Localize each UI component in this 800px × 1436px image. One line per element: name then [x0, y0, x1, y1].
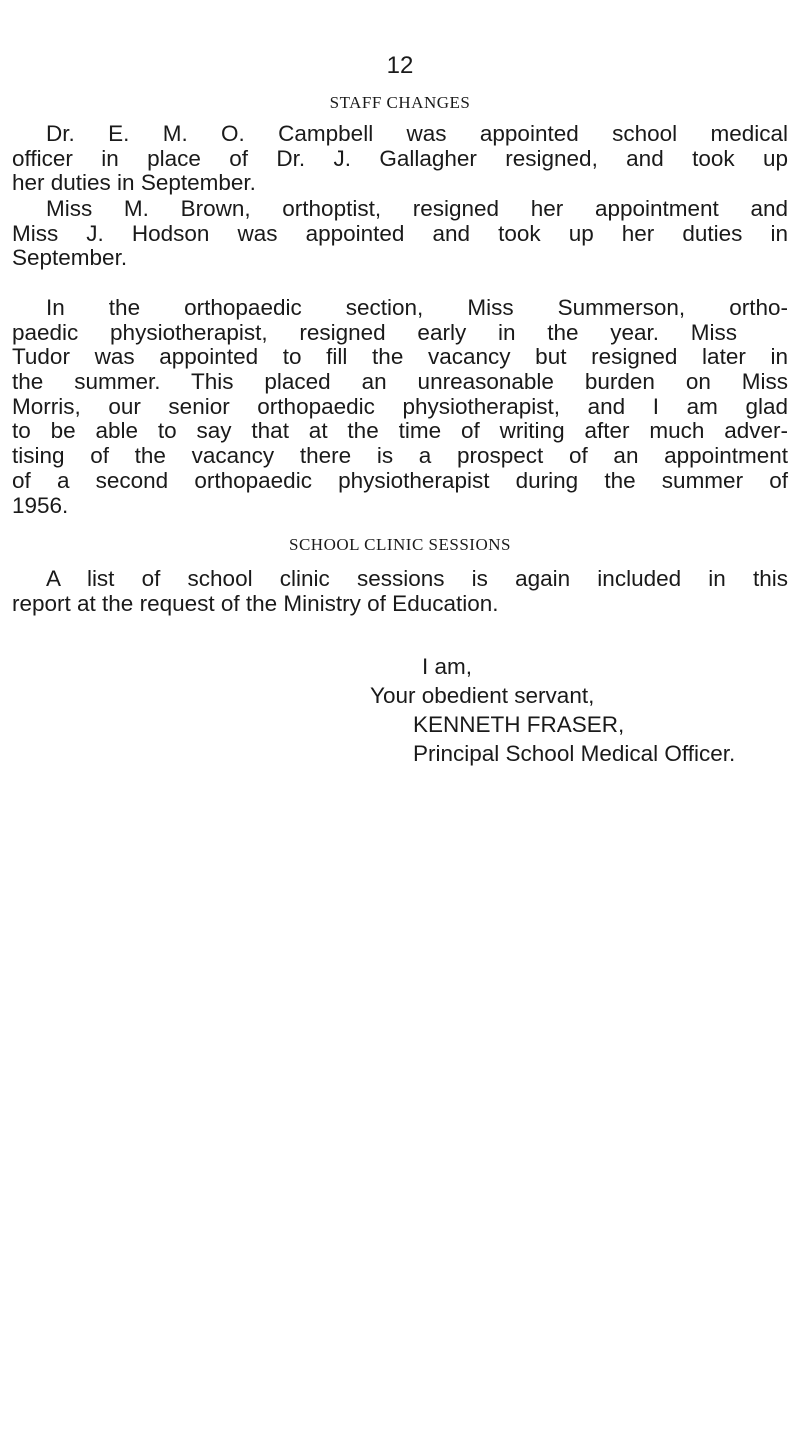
paragraph-line: A list of school clinic sessions is again included in this: [46, 566, 788, 591]
section-heading-school-clinic-sessions: SCHOOL CLINIC SESSIONS: [289, 535, 511, 554]
paragraph-line: Miss J. Hodson was appointed and took up her duties in: [12, 220, 788, 246]
paragraph-line: In the orthopaedic section, Miss Summerson, ortho-: [46, 295, 788, 320]
paragraph-line: tising of the vacancy there is a prospect of an appointment: [12, 443, 788, 469]
paragraph-line: September.: [12, 245, 128, 271]
paragraph-campbell-appointment: [0, 122, 800, 196]
paragraph-line: report at the request of the Ministry of Education.: [12, 590, 499, 616]
closing-i-am: I am,: [422, 654, 473, 679]
paragraph-orthopaedic-section: [0, 296, 800, 518]
closing-obedient-servant: Your obedient servant,: [370, 683, 595, 708]
paragraph-line: Dr. E. M. O. Campbell was appointed school medical: [46, 121, 788, 146]
paragraph-line: to be able to say that at the time of writing after much adver-: [12, 418, 788, 444]
paragraph-line: paedic physiotherapist, resigned early in the year. Miss: [12, 319, 738, 345]
section-heading-staff-changes: STAFF CHANGES: [329, 93, 471, 112]
page-number: 12: [386, 52, 414, 79]
paragraph-line: Miss M. Brown, orthoptist, resigned her appointment and: [46, 196, 788, 221]
paragraph-orthoptist-change: [0, 197, 800, 271]
paragraph-clinic-sessions: [0, 567, 800, 616]
paragraph-line: Morris, our senior orthopaedic physiotherapist, and I am glad: [12, 393, 788, 419]
paragraph-line: her duties in September.: [12, 170, 256, 196]
paragraph-line: of a second orthopaedic physiotherapist during the summer of: [12, 467, 788, 493]
signatory-title: Principal School Medical Officer.: [413, 741, 736, 766]
paragraph-line: 1956.: [12, 492, 69, 518]
signatory-name: KENNETH FRASER,: [413, 712, 625, 737]
paragraph-line: Tudor was appointed to fill the vacancy but resigned later in: [12, 344, 788, 370]
paragraph-line: officer in place of Dr. J. Gallagher resigned, and took up: [12, 145, 788, 171]
paragraph-line: the summer. This placed an unreasonable burden on Miss: [12, 369, 788, 395]
